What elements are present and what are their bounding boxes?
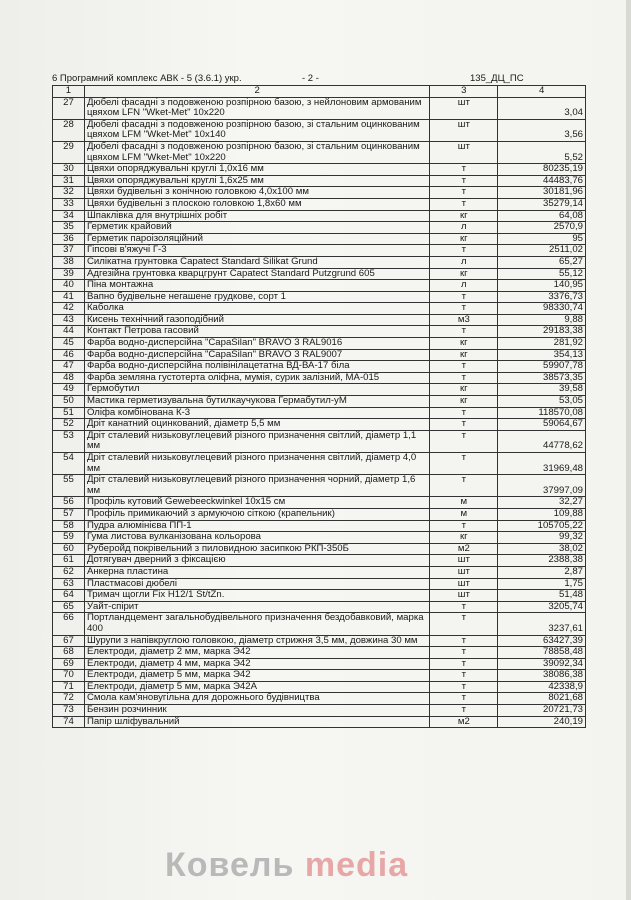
material-name: Електроди, діаметр 5 мм, марка Э42: [84, 670, 429, 682]
row-number: 53: [53, 430, 85, 452]
unit-cell: т: [430, 245, 498, 257]
watermark-part1: Ковель: [165, 846, 305, 884]
material-name: Фарба водно-дисперсійна "CapaSilan" BRAVO 3 RAL9007: [84, 349, 429, 361]
value-cell: 63427,39: [498, 635, 586, 647]
row-number: 55: [53, 475, 85, 497]
row-number: 33: [53, 198, 85, 210]
material-name: Шпаклівка для внутрішніх робіт: [84, 210, 429, 222]
unit-cell: кг: [430, 532, 498, 544]
row-number: 65: [53, 601, 85, 613]
column-header-3: 3: [430, 86, 498, 98]
table-row: [53, 407, 586, 419]
row-number: 30: [53, 164, 85, 176]
material-name: Уайт-спірит: [84, 601, 429, 613]
material-name: Цвяхи опоряджувальні круглі 1,6x25 мм: [84, 175, 429, 187]
row-number: 62: [53, 566, 85, 578]
row-number: 73: [53, 705, 85, 717]
value-cell: 59064,67: [498, 419, 586, 431]
value-cell: 80235,19: [498, 164, 586, 176]
material-name: Електроди, діаметр 5 мм, марка Э42А: [84, 681, 429, 693]
row-number: 48: [53, 372, 85, 384]
material-name: Смола кам'яновугільна для дорожнього будівництва: [84, 693, 429, 705]
value-cell: 55,12: [498, 268, 586, 280]
material-name: Контакт Петрова гасовий: [84, 326, 429, 338]
column-header-4: 4: [498, 86, 586, 98]
material-name: Дюбелі фасадні з подовженою розпірною базою, зі стальним оцинкованим цвяхом LFM "Wket-Met" 10x140: [84, 119, 429, 141]
value-cell: 38573,35: [498, 372, 586, 384]
value-cell: 98330,74: [498, 303, 586, 315]
row-number: 67: [53, 635, 85, 647]
unit-cell: т: [430, 520, 498, 532]
row-number: 60: [53, 543, 85, 555]
row-number: 59: [53, 532, 85, 544]
table-row: [53, 508, 586, 520]
value-cell: 65,27: [498, 256, 586, 268]
unit-cell: шт: [430, 566, 498, 578]
value-cell: 64,08: [498, 210, 586, 222]
table-row: [53, 338, 586, 350]
header-document-code: 135_ДЦ_ПС: [470, 73, 524, 84]
table-row: [53, 314, 586, 326]
row-number: 29: [53, 141, 85, 163]
header-page-number: - 2 -: [302, 73, 319, 84]
row-number: 50: [53, 396, 85, 408]
value-cell: 42338,9: [498, 681, 586, 693]
material-name: Вапно будівельне негашене грудкове, сорт 1: [84, 291, 429, 303]
value-cell: 35279,14: [498, 198, 586, 210]
material-name: Адгезійна грунтовка кварцгрунт Capatect Standard Putzgrund 605: [84, 268, 429, 280]
table-row: [53, 119, 586, 141]
value-cell: 32,27: [498, 497, 586, 509]
unit-cell: кг: [430, 384, 498, 396]
value-cell: 99,32: [498, 532, 586, 544]
table-row: [53, 164, 586, 176]
unit-cell: кг: [430, 210, 498, 222]
value-cell: 20721,73: [498, 705, 586, 717]
table-column-header-row: [53, 86, 586, 98]
material-name: Фарба водно-дисперсійна "CapaSilan" BRAVO 3 RAL9016: [84, 338, 429, 350]
material-name: Фарба земляна густотерта оліфна, мумія, сурик залізний, МА-015: [84, 372, 429, 384]
row-number: 52: [53, 419, 85, 431]
material-name: Силікатна грунтовка Capatect Standard Silikat Grund: [84, 256, 429, 268]
value-cell: 5,52: [498, 141, 586, 163]
table-row: [53, 578, 586, 590]
row-number: 44: [53, 326, 85, 338]
row-number: 54: [53, 453, 85, 475]
material-name: Цвяхи будівельні з плоскою головкою 1,8x60 мм: [84, 198, 429, 210]
material-name: Гіпсові в'яжучі Г-3: [84, 245, 429, 257]
unit-cell: т: [430, 361, 498, 373]
unit-cell: шт: [430, 119, 498, 141]
unit-cell: т: [430, 407, 498, 419]
unit-cell: т: [430, 693, 498, 705]
row-number: 28: [53, 119, 85, 141]
material-name: Каболка: [84, 303, 429, 315]
value-cell: 1,75: [498, 578, 586, 590]
table-row: [53, 268, 586, 280]
table-row: [53, 532, 586, 544]
table-row: [53, 419, 586, 431]
value-cell: 109,88: [498, 508, 586, 520]
table-row: [53, 566, 586, 578]
material-name: Дотягувач дверний з фіксацією: [84, 555, 429, 567]
row-number: 46: [53, 349, 85, 361]
row-number: 41: [53, 291, 85, 303]
row-number: 71: [53, 681, 85, 693]
unit-cell: т: [430, 681, 498, 693]
watermark-part2: media: [304, 846, 409, 884]
row-number: 68: [53, 647, 85, 659]
row-number: 63: [53, 578, 85, 590]
page-edge-shadow: [626, 0, 631, 900]
material-name: Портландцемент загальнобудівельного призначення бездобавковий, марка 400: [84, 613, 429, 635]
unit-cell: т: [430, 187, 498, 199]
material-name: Дріт канатний оцинкований, діаметр 5,5 мм: [84, 419, 429, 431]
value-cell: 30181,96: [498, 187, 586, 199]
unit-cell: л: [430, 280, 498, 292]
row-number: 47: [53, 361, 85, 373]
value-cell: 39092,34: [498, 658, 586, 670]
material-name: Дріт сталевий низьковуглецевий різного призначення світлий, діаметр 4,0 мм: [84, 453, 429, 475]
unit-cell: м: [430, 508, 498, 520]
unit-cell: т: [430, 303, 498, 315]
value-cell: 95: [498, 233, 586, 245]
table-row: [53, 716, 586, 728]
material-name: Піна монтажна: [84, 280, 429, 292]
value-cell: 3,04: [498, 97, 586, 119]
material-name: Фарба водно-дисперсійна полівінілацетатна ВД-ВА-17 біла: [84, 361, 429, 373]
row-number: 40: [53, 280, 85, 292]
material-name: Профіль примикаючий з армуючою сіткою (крапельник): [84, 508, 429, 520]
unit-cell: т: [430, 198, 498, 210]
value-cell: 51,48: [498, 590, 586, 602]
unit-cell: т: [430, 658, 498, 670]
row-number: 58: [53, 520, 85, 532]
material-name: Руберойд покрівельний з пиловидною засипкою РКП-350Б: [84, 543, 429, 555]
table-row: [53, 187, 586, 199]
unit-cell: шт: [430, 555, 498, 567]
row-number: 39: [53, 268, 85, 280]
table-row: [53, 396, 586, 408]
row-number: 69: [53, 658, 85, 670]
value-cell: 44483,76: [498, 175, 586, 187]
value-cell: 2388,38: [498, 555, 586, 567]
value-cell: 140,95: [498, 280, 586, 292]
material-name: Папір шліфувальний: [84, 716, 429, 728]
value-cell: 31969,48: [498, 453, 586, 475]
row-number: 49: [53, 384, 85, 396]
material-name: Профіль кутовий Gewebeeckwinkel 10x15 см: [84, 497, 429, 509]
material-name: Гермобутил: [84, 384, 429, 396]
table-row: [53, 256, 586, 268]
table-row: [53, 372, 586, 384]
table-row: [53, 520, 586, 532]
row-number: 34: [53, 210, 85, 222]
table-row: [53, 647, 586, 659]
unit-cell: шт: [430, 97, 498, 119]
value-cell: 354,13: [498, 349, 586, 361]
value-cell: 8021,68: [498, 693, 586, 705]
unit-cell: т: [430, 175, 498, 187]
unit-cell: кг: [430, 268, 498, 280]
row-number: 31: [53, 175, 85, 187]
table-row: [53, 326, 586, 338]
row-number: 45: [53, 338, 85, 350]
material-name: Дюбелі фасадні з подовженою розпірною базою, з нейлоновим армованим цвяхом LFN "Wket-Met" 10x220: [84, 97, 429, 119]
value-cell: 2511,02: [498, 245, 586, 257]
table-row: [53, 601, 586, 613]
row-number: 35: [53, 222, 85, 234]
value-cell: 53,05: [498, 396, 586, 408]
unit-cell: л: [430, 256, 498, 268]
value-cell: 3376,73: [498, 291, 586, 303]
table-row: [53, 453, 586, 475]
unit-cell: т: [430, 601, 498, 613]
material-name: Герметик крайовий: [84, 222, 429, 234]
material-name: Тримач щогли Fix H12/1 St/tZn.: [84, 590, 429, 602]
table-row: [53, 555, 586, 567]
material-name: Пудра алюмінієва ПП-1: [84, 520, 429, 532]
table-row: [53, 590, 586, 602]
column-header-2: 2: [84, 86, 429, 98]
material-name: Електроди, діаметр 2 мм, марка Э42: [84, 647, 429, 659]
value-cell: 78858,48: [498, 647, 586, 659]
unit-cell: т: [430, 419, 498, 431]
table-row: [53, 210, 586, 222]
material-name: Кисень технічний газоподібний: [84, 314, 429, 326]
value-cell: 105705,22: [498, 520, 586, 532]
unit-cell: т: [430, 164, 498, 176]
table-row: [53, 245, 586, 257]
row-number: 74: [53, 716, 85, 728]
row-number: 72: [53, 693, 85, 705]
material-name: Гума листова вулканізована кольорова: [84, 532, 429, 544]
value-cell: 2570,9: [498, 222, 586, 234]
table-row: [53, 475, 586, 497]
value-cell: 59907,78: [498, 361, 586, 373]
table-row: [53, 280, 586, 292]
table-row: [53, 681, 586, 693]
unit-cell: м3: [430, 314, 498, 326]
watermark-logo: [165, 846, 408, 885]
table-row: [53, 384, 586, 396]
unit-cell: т: [430, 670, 498, 682]
table-row: [53, 613, 586, 635]
row-number: 42: [53, 303, 85, 315]
unit-cell: кг: [430, 396, 498, 408]
table-row: [53, 693, 586, 705]
table-row: [53, 635, 586, 647]
material-name: Шурупи з напівкруглою головкою, діаметр стрижня 3,5 мм, довжина 30 мм: [84, 635, 429, 647]
value-cell: 39,58: [498, 384, 586, 396]
table-row: [53, 141, 586, 163]
unit-cell: т: [430, 475, 498, 497]
row-number: 32: [53, 187, 85, 199]
row-number: 70: [53, 670, 85, 682]
row-number: 56: [53, 497, 85, 509]
unit-cell: т: [430, 613, 498, 635]
materials-table: [52, 85, 586, 728]
unit-cell: л: [430, 222, 498, 234]
material-name: Мастика герметизувальна бутилкаучукова Гермабутил-уМ: [84, 396, 429, 408]
table-row: [53, 670, 586, 682]
material-name: Дріт сталевий низьковуглецевий різного призначення світлий, діаметр 1,1 мм: [84, 430, 429, 452]
row-number: 61: [53, 555, 85, 567]
material-name: Герметик пароізоляційний: [84, 233, 429, 245]
unit-cell: т: [430, 705, 498, 717]
value-cell: 3,56: [498, 119, 586, 141]
value-cell: 38,02: [498, 543, 586, 555]
unit-cell: м: [430, 497, 498, 509]
value-cell: 37997,09: [498, 475, 586, 497]
material-name: Дюбелі фасадні з подовженою розпірною базою, зі стальним оцинкованим цвяхом LFM "Wket-Met" 10x220: [84, 141, 429, 163]
material-name: Бензин розчинник: [84, 705, 429, 717]
table-row: [53, 349, 586, 361]
material-name: Дріт сталевий низьковуглецевий різного призначення чорний, діаметр 1,6 мм: [84, 475, 429, 497]
table-row: [53, 705, 586, 717]
row-number: 27: [53, 97, 85, 119]
material-name: Цвяхи будівельні з конічною головкою 4,0x100 мм: [84, 187, 429, 199]
table-row: [53, 303, 586, 315]
table-row: [53, 198, 586, 210]
row-number: 66: [53, 613, 85, 635]
table-row: [53, 497, 586, 509]
row-number: 51: [53, 407, 85, 419]
unit-cell: кг: [430, 338, 498, 350]
header-software-title: 6 Програмний комплекс АВК - 5 (3.6.1) укр.: [52, 73, 242, 84]
value-cell: 38086,38: [498, 670, 586, 682]
row-number: 36: [53, 233, 85, 245]
table-row: [53, 175, 586, 187]
value-cell: 2,87: [498, 566, 586, 578]
table-row: [53, 361, 586, 373]
value-cell: 3237,61: [498, 613, 586, 635]
unit-cell: шт: [430, 590, 498, 602]
material-name: Електроди, діаметр 4 мм, марка Э42: [84, 658, 429, 670]
row-number: 43: [53, 314, 85, 326]
table-row: [53, 658, 586, 670]
value-cell: 118570,08: [498, 407, 586, 419]
row-number: 64: [53, 590, 85, 602]
unit-cell: шт: [430, 578, 498, 590]
unit-cell: т: [430, 326, 498, 338]
table-row: [53, 97, 586, 119]
unit-cell: т: [430, 647, 498, 659]
unit-cell: т: [430, 291, 498, 303]
material-name: Цвяхи опоряджувальні круглі 1,0x16 мм: [84, 164, 429, 176]
row-number: 38: [53, 256, 85, 268]
row-number: 57: [53, 508, 85, 520]
value-cell: 3205,74: [498, 601, 586, 613]
table-row: [53, 430, 586, 452]
unit-cell: т: [430, 453, 498, 475]
material-name: Анкерна пластина: [84, 566, 429, 578]
unit-cell: т: [430, 430, 498, 452]
value-cell: 281,92: [498, 338, 586, 350]
table-row: [53, 222, 586, 234]
row-number: 37: [53, 245, 85, 257]
unit-cell: т: [430, 635, 498, 647]
table-row: [53, 543, 586, 555]
unit-cell: м2: [430, 716, 498, 728]
value-cell: 44778,62: [498, 430, 586, 452]
unit-cell: шт: [430, 141, 498, 163]
value-cell: 9,88: [498, 314, 586, 326]
value-cell: 29183,38: [498, 326, 586, 338]
material-name: Пластмасові дюбелі: [84, 578, 429, 590]
table-row: [53, 233, 586, 245]
material-name: Оліфа комбінована К-3: [84, 407, 429, 419]
unit-cell: кг: [430, 349, 498, 361]
unit-cell: кг: [430, 233, 498, 245]
value-cell: 240,19: [498, 716, 586, 728]
column-header-1: 1: [53, 86, 85, 98]
unit-cell: т: [430, 372, 498, 384]
unit-cell: м2: [430, 543, 498, 555]
table-row: [53, 291, 586, 303]
